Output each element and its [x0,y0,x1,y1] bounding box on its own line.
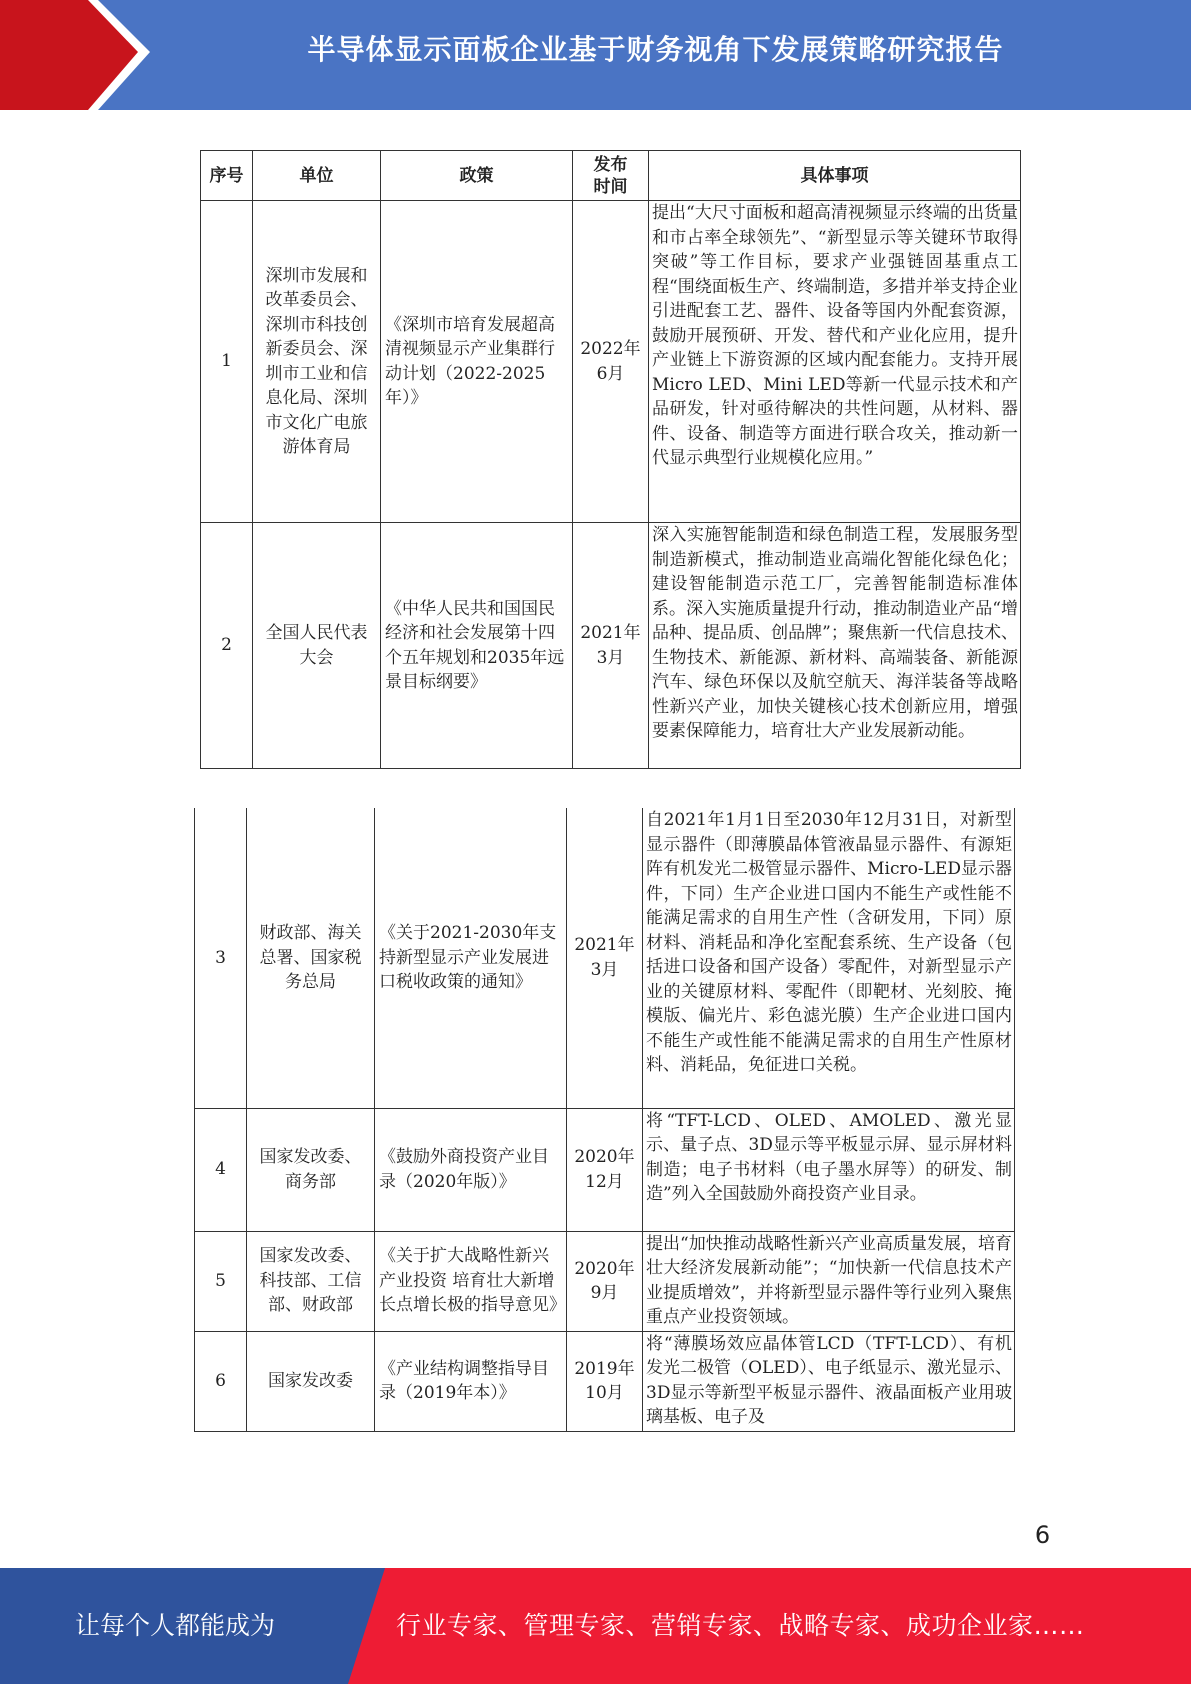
header-unit: 单位 [253,151,381,201]
row-policy: 《鼓励外商投资产业目录（2020年版）》 [375,1108,567,1231]
page-number: 6 [1034,1521,1051,1549]
row-detail: 将“薄膜场效应晶体管LCD（TFT-LCD）、有机发光二极管（OLED）、电子纸显示、激光显示、3D显示等新型平板显示器件、液晶面板产业用玻璃基板、电子及 [643,1331,1015,1431]
header-date-label: 发布 时间 [593,154,628,197]
row-policy: 《关于2021-2030年支持新型显示产业发展进口税收政策的通知》 [375,808,567,1108]
row-date [573,201,649,523]
table-row [201,201,1021,523]
report-title: 半导体显示面板企业基于财务视角下发展策略研究报告 [307,33,1004,66]
row-num: 4 [195,1108,247,1231]
row-detail: 自2021年1月1日至2030年12月31日，对新型显示器件（即薄膜晶体管液晶显示器件、有源矩阵有机发光二极管显示器件、Micro-LED显示器件，下同）生产企业进口国内不能生产或性能不能满足需求的自用生产性（含研发用，下同）原材料、消耗品和净化室配套系统、生产设备（包括进口设备和国产设备）零配件，对新型显示产业的关键原材料、零配件（即靶材、光刻胶、掩模版、偏光片、彩色滤光膜）生产企业进口国内不能生产或性能不能满足需求的自用生产性原材料、消耗品，免征进口关税。 [643,808,1015,1108]
row-unit: 国家发改委 [247,1331,375,1431]
row-unit: 国家发改委、商务部 [247,1108,375,1231]
table-header-row [201,151,1021,201]
row-unit: 全国人民代表大会 [253,523,381,769]
row-date [567,1231,643,1331]
header-detail: 具体事项 [649,151,1021,201]
row-detail: 提出“大尺寸面板和超高清视频显示终端的出货量和市占率全球领先”、“新型显示等关键环节取得突破”等工作目标，要求产业强链固基重点工程“围绕面板生产、终端制造，多措并举支持企业引进配套工艺、器件、设备等国内外配套资源，鼓励开展预研、开发、替代和产业化应用，提升产业链上下游资源的区域内配套能力。支持开展Micro LED、Mini LED等新一代显示技术和产品研发，针对亟待解决的共性问题，从材料、器件、设备、制造等方面进行联合攻关，推动新一代显示典型行业规模化应用。” [649,201,1021,523]
table-row [195,1331,1015,1431]
row-date-text: 2021年 3月 [580,623,641,668]
row-date [567,1108,643,1231]
row-num: 3 [195,808,247,1108]
row-date-text: 2020年 9月 [574,1258,635,1303]
policy-table-part-1 [200,150,1021,769]
row-date-text: 2020年 12月 [574,1147,635,1192]
row-date [567,1331,643,1431]
row-date-text: 2021年 3月 [574,935,635,980]
header-policy: 政策 [381,151,573,201]
table-row [201,523,1021,769]
row-date-text: 2019年 10月 [574,1358,635,1403]
row-unit: 财政部、海关总署、国家税务总局 [247,808,375,1108]
policy-table-part-2 [194,808,1015,1432]
row-policy: 《深圳市培育发展超高清视频显示产业集群行动计划（2022-2025年）》 [381,201,573,523]
footer-slogan-right: 行业专家、管理专家、营销专家、战略专家、成功企业家…… [396,1611,1085,1640]
header-num: 序号 [201,151,253,201]
row-date [567,808,643,1108]
row-policy: 《中华人民共和国国民经济和社会发展第十四个五年规划和2035年远景目标纲要》 [381,523,573,769]
row-unit: 深圳市发展和改革委员会、深圳市科技创新委员会、深圳市工业和信息化局、深圳市文化广电旅游体育局 [253,201,381,523]
row-num: 1 [201,201,253,523]
row-policy: 《产业结构调整指导目录（2019年本）》 [375,1331,567,1431]
table-row [195,808,1015,1108]
row-num: 2 [201,523,253,769]
row-date-text: 2022年 6月 [580,339,641,384]
row-detail: 提出“加快推动战略性新兴产业高质量发展，培育壮大经济发展新动能”；“加快新一代信息技术产业提质增效”，并将新型显示器件等行业列入聚焦重点产业投资领域。 [643,1231,1015,1331]
table-row [195,1108,1015,1231]
row-num: 6 [195,1331,247,1431]
row-num: 5 [195,1231,247,1331]
row-policy: 《关于扩大战略性新兴产业投资 培育壮大新增长点增长极的指导意见》 [375,1231,567,1331]
row-unit: 国家发改委、科技部、工信部、财政部 [247,1231,375,1331]
page-footer [0,1568,1191,1684]
row-date [573,523,649,769]
row-detail: 将“TFT-LCD、OLED、AMOLED、激光显示、量子点、3D显示等平板显示屏、显示屏材料制造；电子书材料（电子墨水屏等）的研发、制造”列入全国鼓励外商投资产业目录。 [643,1108,1015,1231]
row-detail: 深入实施智能制造和绿色制造工程，发展服务型制造新模式，推动制造业高端化智能化绿色化；建设智能制造示范工厂，完善智能制造标准体系。深入实施质量提升行动，推动制造业产品“增品种、提品质、创品牌”；聚焦新一代信息技术、生物技术、新能源、新材料、高端装备、新能源汽车、绿色环保以及航空航天、海洋装备等战略性新兴产业，加快关键核心技术创新应用，增强要素保障能力，培育壮大产业发展新动能。 [649,523,1021,769]
footer-slogan-left: 让每个人都能成为 [74,1611,275,1640]
header-red-arrow [0,0,150,110]
page-header [0,0,1191,110]
table-row [195,1231,1015,1331]
header-date [573,151,649,201]
